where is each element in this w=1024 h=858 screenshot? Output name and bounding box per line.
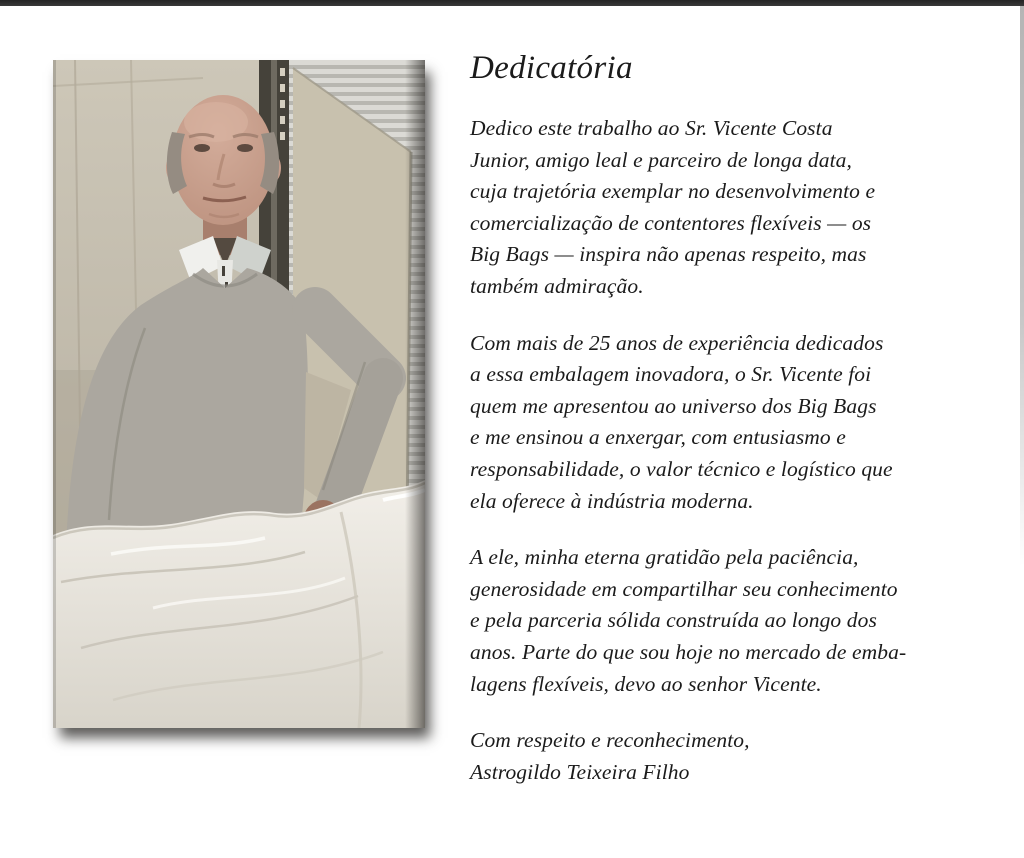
dedication-line: Big Bags — inspira não apenas respeito, mas [470, 242, 867, 267]
page-title: Dedicatória [470, 50, 633, 86]
dedication-line: Dedico este trabalho ao Sr. Vicente Costa [470, 116, 833, 140]
dedication-line: Junior, amigo leal e parceiro de longa data, [470, 147, 852, 172]
dedication-line: ela oferece à indústria moderna. [470, 488, 754, 513]
dedication-line: responsabilidade, o valor técnico e logístico que [470, 456, 893, 481]
dedication-line: anos. Parte do que sou hoje no mercado de emba- [470, 639, 907, 664]
dedication-line: cuja trajetória exemplar no desenvolvimento e [470, 179, 876, 204]
dedication-line: A ele, minha eterna gratidão pela paciência, [470, 545, 859, 570]
photo-left-inner-edge [53, 60, 56, 728]
dedication-line: generosidade em compartilhar seu conhecimento [470, 576, 898, 601]
paragraph-2 [470, 328, 940, 518]
dedication-line: a essa embalagem inovadora, o Sr. Vicente foi [470, 362, 872, 387]
dedication-line: e pela parceria sólida construída ao longo dos [470, 608, 877, 633]
page-top-edge-bar [0, 0, 1024, 6]
dedication-line: também admiração. [470, 273, 644, 298]
right-eye [237, 144, 253, 152]
left-eye [194, 144, 210, 152]
dedication-line: e me ensinou a enxergar, com entusiasmo e [470, 425, 846, 450]
signature-block [470, 725, 940, 788]
placket-stripe [222, 266, 225, 276]
photo-right-inner-shadow [405, 60, 425, 728]
author-name: Astrogildo Teixeira Filho [470, 759, 690, 784]
dedication-photo [53, 60, 425, 728]
paragraph-1 [470, 113, 940, 303]
paragraph-3 [470, 542, 940, 700]
dedication-text-block [470, 48, 940, 788]
dedication-line: quem me apresentou ao universo dos Big Bags [470, 393, 877, 418]
dedication-line: comercialização de contentores flexíveis — os [470, 210, 872, 235]
dedication-line: Com mais de 25 anos de experiência dedicados [470, 330, 884, 355]
dedication-line: lagens flexíveis, devo ao senhor Vicente. [470, 671, 822, 696]
photo-illustration [53, 60, 425, 728]
closing-line: Com respeito e reconhecimento, [470, 728, 750, 753]
page-right-edge-line [1020, 6, 1024, 566]
